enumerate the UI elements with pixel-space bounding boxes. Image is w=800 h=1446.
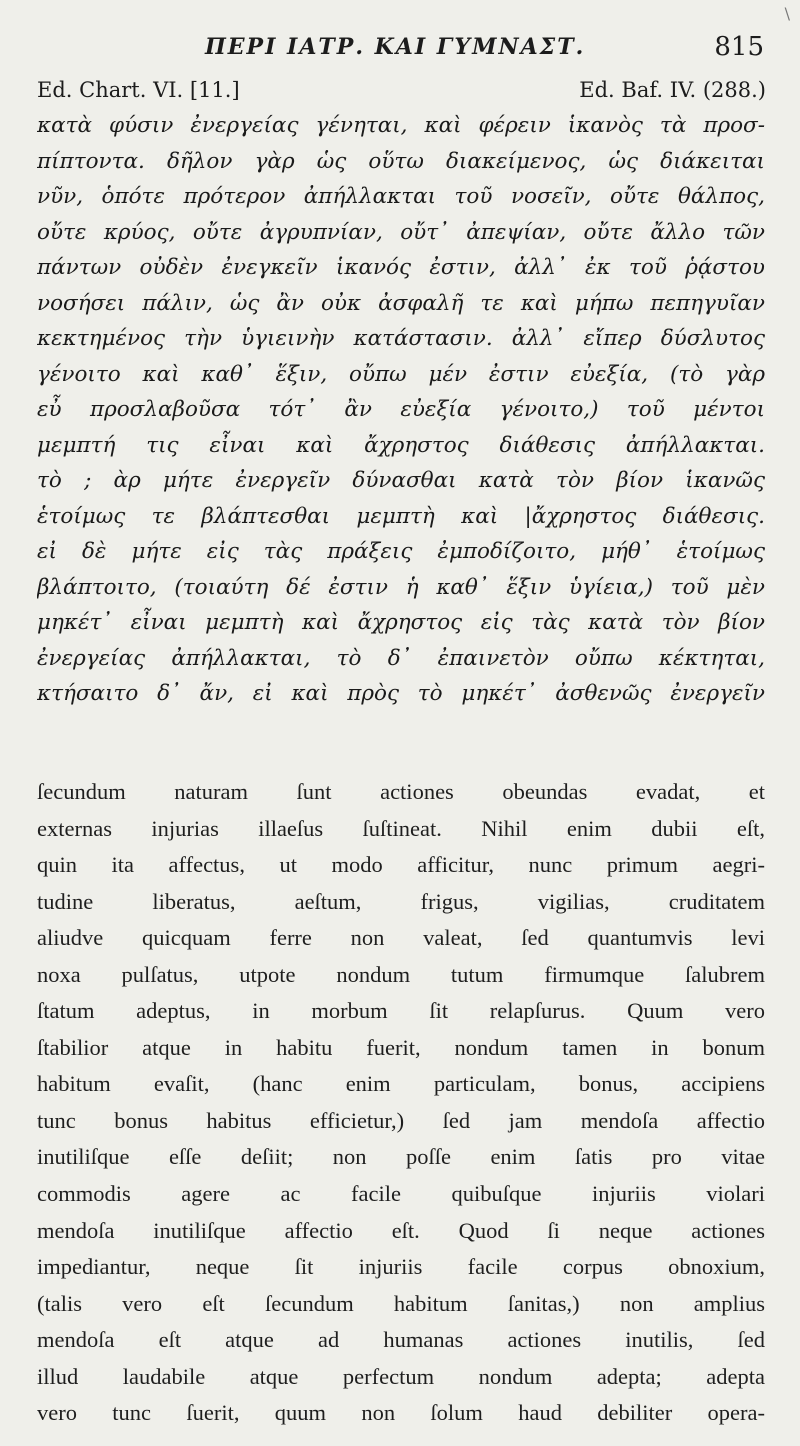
greek-line: ἑτοίμως τε βλάπτεσθαι μεμπτὴ καὶ |ἄχρηστος διάθεσις.: [37, 503, 765, 529]
greek-line: οὔτε κρύος, οὔτε ἀγρυπνίαν, οὔτ᾽ ἀπεψίαν, οὔτε ἄλλο τῶν: [37, 219, 765, 245]
greek-text-block: [37, 108, 765, 712]
latin-line: mendoſa inutiliſque affectio eſt. Quod ſi neque actiones: [37, 1217, 765, 1243]
latin-line: ſtabilior atque in habitu fuerit, nondum tamen in bonum: [37, 1034, 765, 1060]
greek-line: μεμπτή τις εἶναι καὶ ἄχρηστος διάθεσις ἀπήλλακται.: [37, 432, 765, 458]
greek-line: μηκέτ᾽ εἶναι μεμπτὴ καὶ ἄχρηστος εἰς τὰς κατὰ τὸν βίον: [37, 610, 765, 635]
running-title: ΠΕΡΙ ΙΑΤΡ. ΚΑΙ ΓΥΜΝΑΣΤ.: [205, 34, 586, 60]
latin-line: externas injurias illaeſus ſuſtineat. Nihil enim dubii eſt,: [37, 815, 765, 841]
greek-line: πίπτοντα. δῆλον γὰρ ὡς οὕτω διακείμενος, ὡς διάκειται: [37, 148, 765, 174]
latin-line: ſecundum naturam ſunt actiones obeundas evadat, et: [37, 779, 765, 804]
latin-line: tudine liberatus, aeſtum, frigus, vigilias, cruditatem: [37, 888, 765, 914]
greek-line: γένοιτο καὶ καθ᾽ ἕξιν, οὔπω μέν ἐστιν εὐεξία, (τὸ γὰρ: [37, 361, 765, 387]
greek-line: εὖ προσλαβοῦσα τότ᾽ ἂν εὐεξία γένοιτο,) τοῦ μέντοι: [37, 397, 765, 422]
greek-line: κτήσαιτο δ᾽ ἄν, εἰ καὶ πρὸς τὸ μηκέτ᾽ ἀσθενῶς ἐνεργεῖν: [37, 681, 765, 706]
latin-line: vero tunc ſuerit, quum non ſolum haud debiliter opera-: [37, 1400, 765, 1426]
latin-text-block: [37, 774, 765, 1432]
greek-line: κεκτημένος τὴν ὑγιεινὴν κατάστασιν. ἀλλ᾽ εἴπερ δύσλυτος: [37, 326, 765, 351]
latin-line: illud laudabile atque perfectum nondum adepta; adepta: [37, 1363, 765, 1389]
greek-line: τὸ ; ὰρ μήτε ἐνεργεῖν δύνασθαι κατὰ τὸν βίον ἱκανῶς: [37, 468, 765, 493]
latin-line: ſtatum adeptus, in morbum ſit relapſurus. Quum vero: [37, 998, 765, 1024]
greek-line: νῦν, ὁπότε πρότερον ἀπήλλακται τοῦ νοσεῖν, οὔτε θάλπος,: [37, 184, 765, 209]
edition-references: [37, 78, 766, 108]
greek-line: πάντων οὐδὲν ἐνεγκεῖν ἱκανός ἐστιν, ἀλλ᾽ ἐκ τοῦ ῥᾴστου: [37, 255, 765, 280]
greek-line: κατὰ φύσιν ἐνεργείας γένηται, καὶ φέρειν ἱκανὸς τὰ προσ-: [37, 113, 765, 138]
edition-basel: Ed. Baf. IV. (288.): [579, 78, 766, 102]
latin-line: mendoſa eſt atque ad humanas actiones inutilis, ſed: [37, 1327, 765, 1353]
page-number: 815: [714, 32, 764, 62]
latin-line: noxa pulſatus, utpote nondum tutum firmumque ſalubrem: [37, 961, 765, 987]
latin-line: tunc bonus habitus efficietur,) ſed jam mendoſa affectio: [37, 1107, 765, 1133]
latin-line: quin ita affectus, ut modo afficitur, nunc primum aegri-: [37, 852, 765, 878]
latin-line: impediantur, neque ſit injuriis facile corpus obnoxium,: [37, 1254, 765, 1280]
edition-chartier: Ed. Chart. VI. [11.]: [37, 78, 240, 102]
latin-line: aliudve quicquam ferre non valeat, ſed quantumvis levi: [37, 925, 765, 951]
greek-line: εἰ δὲ μήτε εἰς τὰς πράξεις ἐμποδίζοιτο, μήθ᾽ ἑτοίμως: [37, 539, 765, 564]
latin-line: habitum evaſit, (hanc enim particulam, bonus, accipiens: [37, 1071, 765, 1097]
running-head: [0, 30, 800, 70]
latin-line: (talis vero eſt ſecundum habitum ſanitas,) non amplius: [37, 1290, 765, 1316]
latin-line: commodis agere ac facile quibuſque injuriis violari: [37, 1181, 765, 1207]
greek-line: βλάπτοιτο, (τοιαύτη δέ ἐστιν ἡ καθ᾽ ἕξιν ὑγίεια,) τοῦ μὲν: [37, 574, 765, 600]
greek-line: νοσήσει πάλιν, ὡς ἂν οὐκ ἀσφαλῆ τε καὶ μήπω πεπηγυῖαν: [37, 290, 765, 316]
latin-line: inutiliſque eſſe deſiit; non poſſe enim ſatis pro vitae: [37, 1144, 765, 1170]
corner-mark: \: [784, 4, 790, 23]
greek-line: ἐνεργείας ἀπήλλακται, τὸ δ᾽ ἐπαινετὸν οὔπω κέκτηται,: [37, 645, 765, 671]
